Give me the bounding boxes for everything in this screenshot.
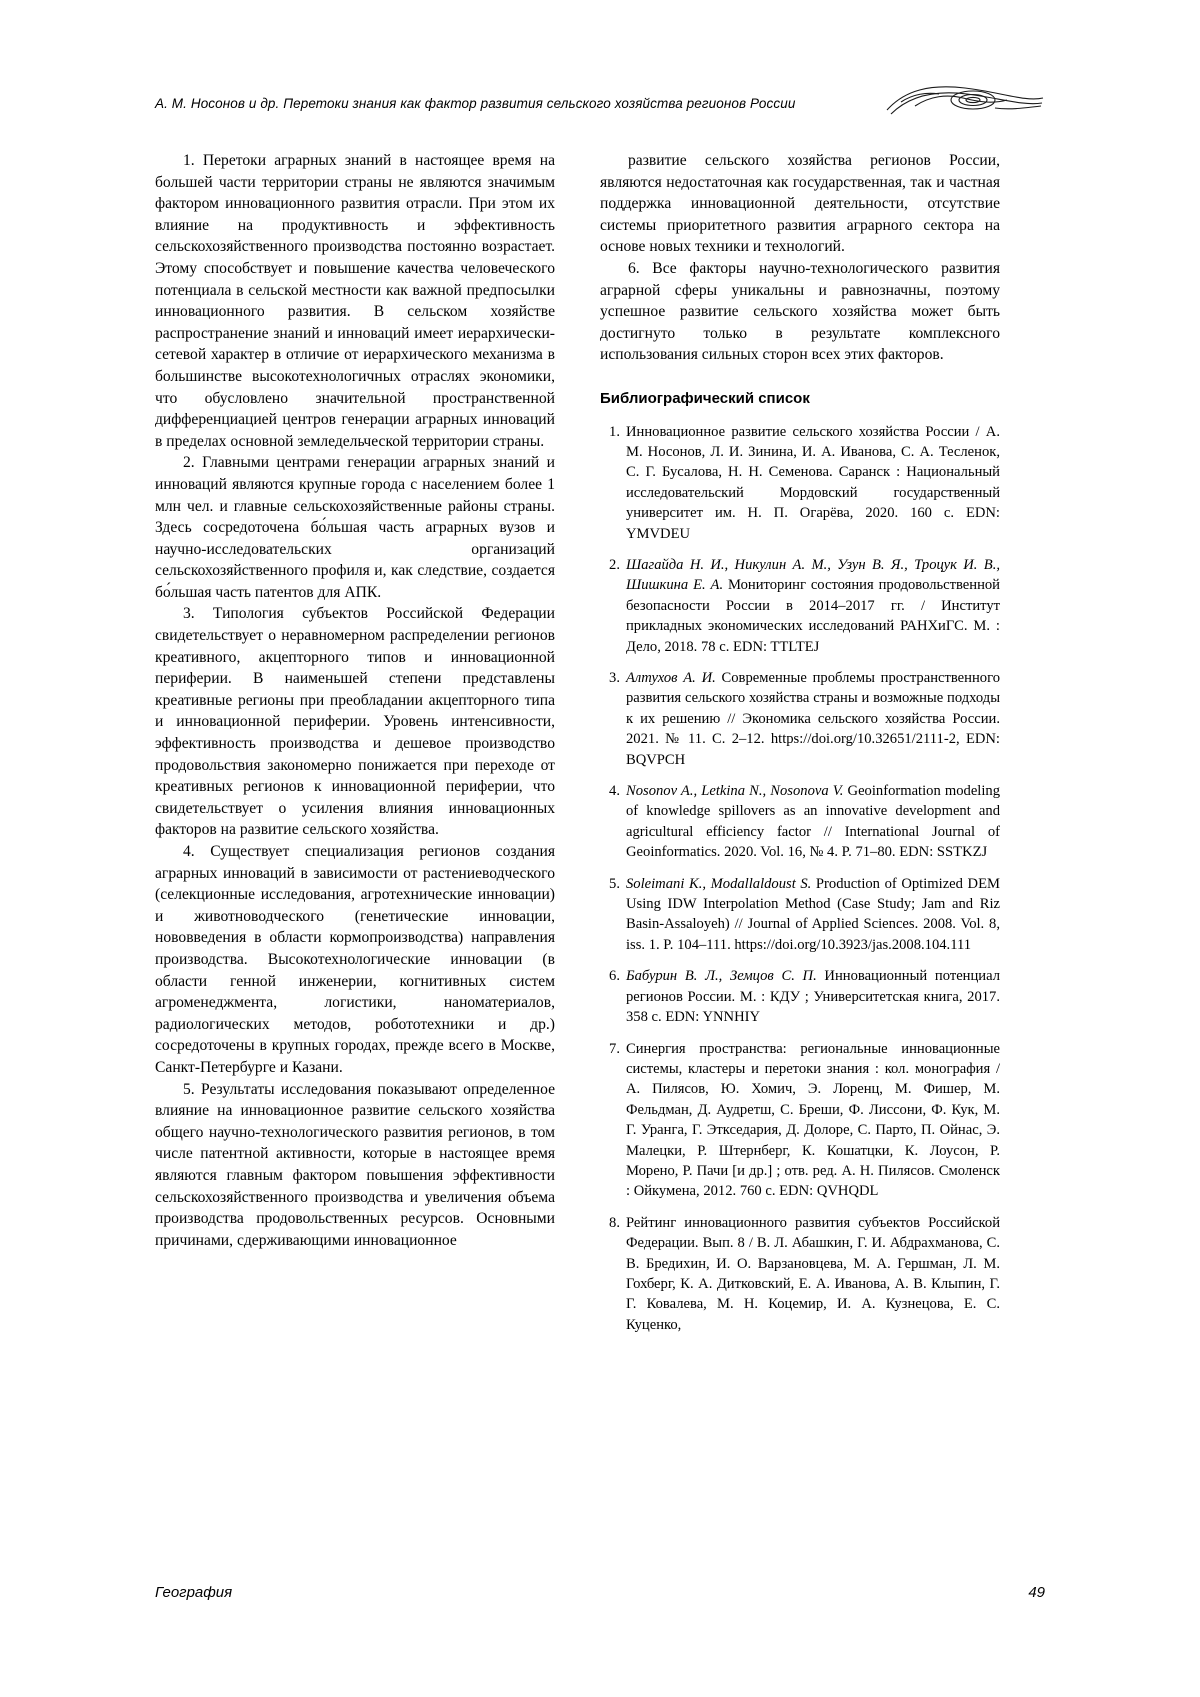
bibliography-item-number: 7.: [609, 1040, 620, 1057]
bibliography-item-text: Инновационное развитие сельского хозяйства России / А. М. Носонов, Л. И. Зинина, И. А. Иванова, С. А. Тесленок, С. Г. Бусалова, Н. Н. Семенова. Саранск : Национальный исследовательский Мордовский государственный университет им. Н. П. Огарёва, 2020. 160 с. EDN: YMVDEU: [626, 423, 1000, 542]
bibliography-item-authors: Шагайда Н. И., Никулин А. М., Узун В. Я., Троцук И. В., Шишкина Е. А.: [626, 556, 1000, 594]
bibliography-item-number: 5.: [609, 875, 620, 892]
right-column: [600, 150, 1000, 1346]
footer-section-label: География: [155, 1584, 233, 1601]
bibliography-item: [600, 668, 1000, 770]
bibliography-item-number: 3.: [609, 670, 620, 686]
bibliography-item: [600, 1213, 1000, 1335]
bibliography-item-text: Инновационный потенциал регионов России. М. : КДУ ; Университетская книга, 2017. 358 с. EDN: YNNHIY: [626, 968, 1000, 1026]
running-head-text: А. М. Носонов и др. Перетоки знания как фактор развития сельского хозяйства регионов России: [155, 96, 796, 111]
bibliography-item-text: Рейтинг инновационного развития субъектов Российской Федерации. Вып. 8 / В. Л. Абашкин, Г. И. Абдрахманова, С. В. Бредихин, И. О. Варзановцева, М. А. Гершман, Л. М. Гохберг, К. А. Дитковский, Е. А. Иванова, А. В. Клыпин, Г. Г. Ковалева, М. Н. Коцемир, И. А. Кузнецова, Е. С. Куценко,: [626, 1214, 1000, 1333]
bibliography-item-authors: Soleimani K., Modallaldoust S.: [626, 875, 812, 892]
bibliography-item-authors: Бабурин В. Л., Земцов С. П.: [626, 968, 817, 985]
bibliography-item-authors: Алтухов А. И.: [626, 670, 716, 686]
paragraph: 3. Типология субъектов Российской Федерации свидетельствует о неравномерном распределении регионов креативного, акцепторного типов и инновационной периферии. В наименьшей степени представлены креативные регионы при преобладании акцепторного типа и инновационной периферии. Уровень интенсивности, эффективность производства и дешевое производство продовольствия закономерно понижается при переходе от креативных регионов к инновационной периферии, что свидетельствует о усиления влияния инновационных факторов на развитие сельского хозяйства.: [155, 605, 555, 839]
running-head: [155, 92, 1045, 126]
bibliography-item: [600, 966, 1000, 1027]
bibliography-item: [600, 555, 1000, 657]
bibliography-item-text: Production of Optimized DEM Using IDW Interpolation Method (Case Study; Jam and Riz Basin-Assaloyeh) // Journal of Applied Sciences. 2008. Vol. 8, iss. 1. P. 104–111. https://doi.org/10.3923/jas.2008.104.111: [626, 875, 1000, 953]
paragraph: 6. Все факторы научно-технологического развития аграрной сферы уникальны и равнозначны, поэтому успешное развитие сельского хозяйства может быть достигнуто только в результате комплексного использования сильных сторон всех этих факторов.: [600, 259, 1000, 364]
bibliography-item-text: Мониторинг состояния продовольственной безопасности России в 2014–2017 гг. / Институт прикладных экономических исследований РАНХиГС. М. : Дело, 2018. 78 с. EDN: TTLTEJ: [626, 577, 1000, 655]
bibliography-item-number: 2.: [609, 556, 620, 573]
bibliography-item-text: Geoinformation modeling of knowledge spillovers as an innovative development and agricultural efficiency factor // International Journal of Geoinformatics. 2020. Vol. 16, № 4. P. 71–80. EDN: SSTKZJ: [626, 783, 1000, 861]
wave-ornament-icon: [885, 80, 1045, 120]
bibliography-item: [600, 781, 1000, 863]
bibliography-item: [600, 422, 1000, 544]
bibliography-item-number: 1.: [609, 423, 620, 440]
bibliography-item-number: 8.: [609, 1214, 620, 1231]
page-number: 49: [1028, 1584, 1045, 1601]
paragraph: 1. Перетоки аграрных знаний в настоящее время на большей части территории страны не являются значимым фактором инновационного развития отрасли. При этом их влияние на продуктивность и эффективность сельскохозяйственного производства постоянно возрастает. Этому способствует и повышение качества человеческого потенциала в сельской местности как важной предпосылки инновационного развития. В сельском хозяйстве распространение знаний и инноваций имеет иерархически-сетевой характер в отличие от иерархического механизма в большинстве высокотехнологичных отраслях экономики, что обусловлено значительной пространственной дифференциацией центров генерации аграрных инноваций в пределах основной земледельческой территории страны.: [155, 152, 555, 450]
bibliography-item-number: 6.: [609, 968, 620, 985]
bibliography-item-authors: Nosonov A., Letkina N., Nosonova V.: [626, 783, 844, 800]
bibliography-item-text: Синергия пространства: региональные инновационные системы, кластеры и перетоки знания : кол. монография / А. Пилясов, Ю. Хомич, Э. Лоренц, М. Фишер, М. Фельдман, Д. Аудретш, С. Бреши, Ф. Лиссони, Ф. Кук, М. Г. Уранга, Г. Эткседария, Д. Долоре, С. Парто, П. Ойнас, Э. Малецки, Р. Штернберг, К. Кошатцки, К. Лоусон, Р. Морено, Р. Пачи [и др.] ; отв. ред. А. Н. Пилясов. Смоленск : Ойкумена, 2012. 760 с. EDN: QVHQDL: [626, 1040, 1000, 1200]
bibliography-item: [600, 874, 1000, 956]
paragraph: 4. Существует специализация регионов создания аграрных инноваций в зависимости от растениеводческого (селекционные исследования, агротехнические инновации) и животноводческого (генетические инновации, нововведения в области кормопроизводства) направления производства. Высокотехнологические инновации (в области генной инженерии, когнитивных систем агроменеджмента, логистики, наноматериалов, радиологических методов, робототехники и др.) сосредоточены в крупных городах, прежде всего в Москве, Санкт-Петербурге и Казани.: [155, 843, 555, 1076]
bibliography-item: [600, 1039, 1000, 1202]
bibliography-item-text: Современные проблемы пространственного развития сельского хозяйства страны и возможные подходы к их решению // Экономика сельского хозяйства России. 2021. № 11. С. 2–12. https://doi.org/10.32651/2111-2, EDN: BQVPCH: [626, 670, 1000, 768]
bibliography-title: Библиографический список: [600, 389, 810, 407]
paragraph: развитие сельского хозяйства регионов России, являются недостаточная как государственная, так и частная поддержка инновационной деятельности, отсутствие системы приоритетного развития аграрного сектора на основе новых техники и технологий.: [600, 152, 1000, 256]
left-column: [155, 150, 555, 1251]
paragraph: 5. Результаты исследования показывают определенное влияние на инновационное развитие сельского хозяйства общего научно-технологического развития регионов, в том числе патентной активности, которые в настоящее время являются главным фактором повышения эффективности сельскохозяйственного производства и увеличения объема производства продовольственных ресурсов. Основными причинами, сдерживающими инновационное: [155, 1080, 555, 1249]
bibliography-list: [600, 422, 1000, 1336]
paragraph: 2. Главными центрами генерации аграрных знаний и инноваций являются крупные города с населением более 1 млн чел. и главные сельскохозяйственные районы страны. Здесь сосредоточена бо́льшая часть аграрных вузов и научно-исследовательских организаций сельскохозяйственного профиля и, как следствие, создается бо́льшая часть патентов для АПК.: [155, 454, 555, 601]
bibliography-item-number: 4.: [609, 783, 620, 800]
